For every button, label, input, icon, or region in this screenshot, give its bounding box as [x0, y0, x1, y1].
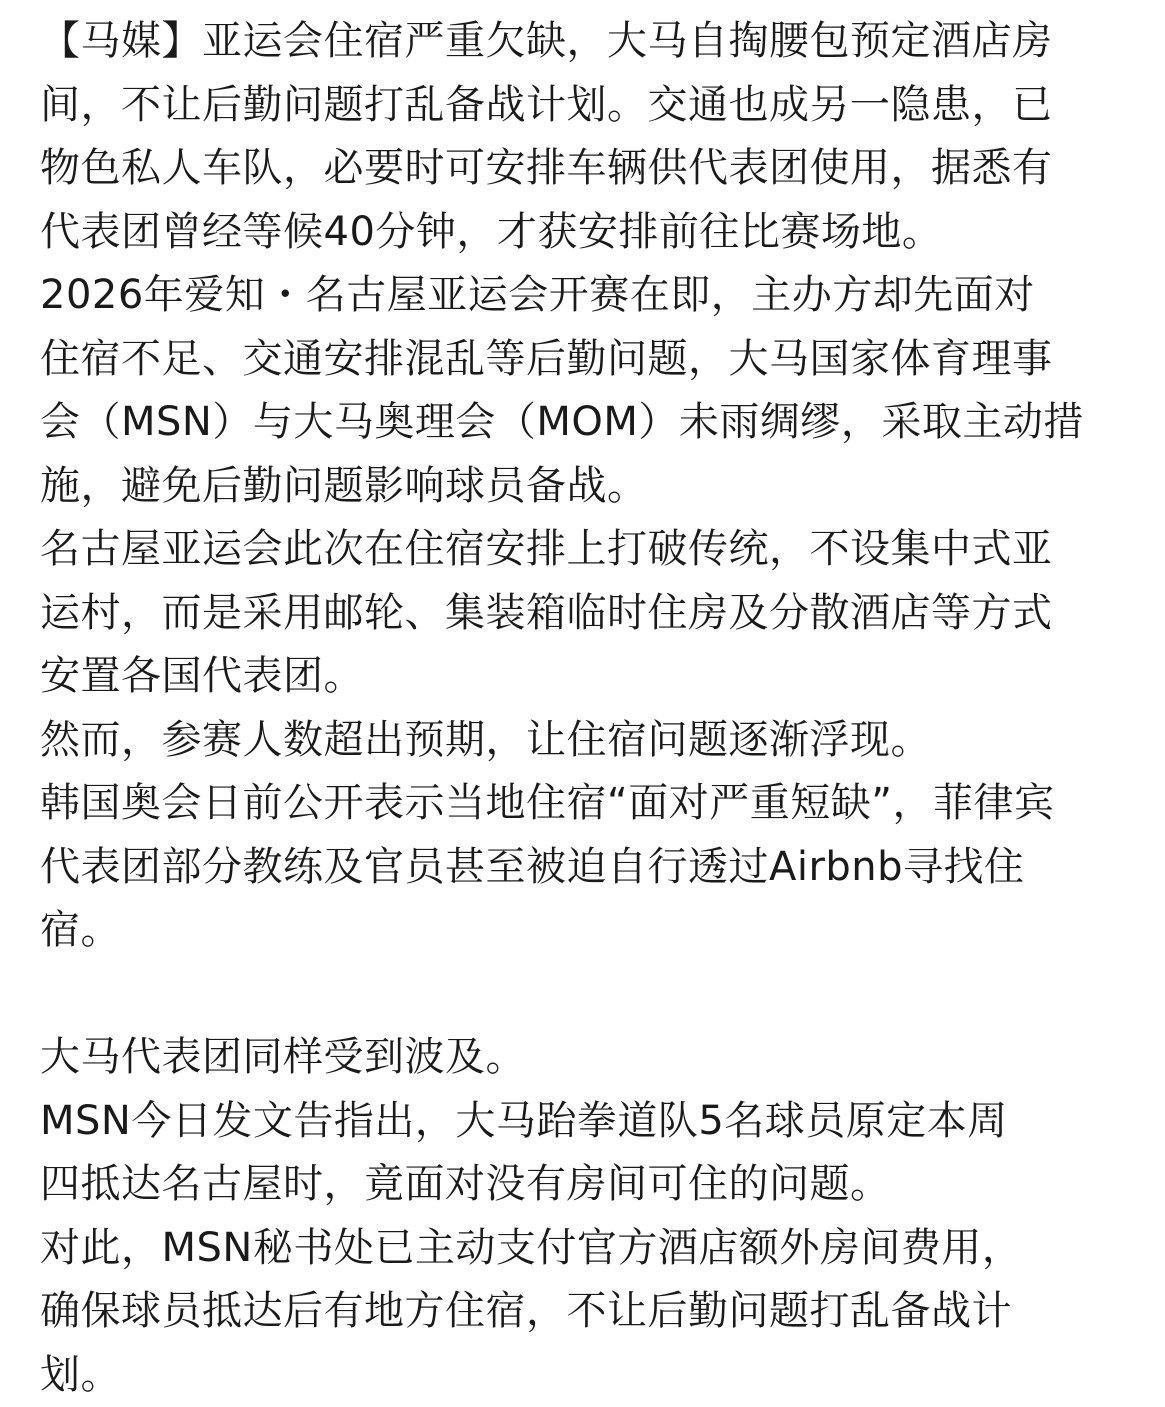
text-line: 然而，参赛人数超出预期，让住宿问题逐渐浮现。	[40, 709, 1140, 773]
text-line: 间，不让后勤问题打乱备战计划。交通也成另一隐患，已	[40, 74, 1140, 138]
paragraph-msn-action	[40, 1217, 1140, 1407]
text-line: 对此，MSN秘书处已主动支付官方酒店额外房间费用，	[40, 1217, 1140, 1281]
paragraph-intro	[40, 10, 1140, 264]
paragraph-korea-philippines	[40, 772, 1140, 963]
text-line: 运村，而是采用邮轮、集装箱临时住房及分散酒店等方式	[40, 582, 1140, 646]
text-line: 物色私人车队，必要时可安排车辆供代表团使用，据悉有	[40, 137, 1140, 201]
paragraph-malaysia-affected	[40, 1026, 1140, 1090]
text-line: 确保球员抵达后有地方住宿，不让后勤问题打乱备战计	[40, 1280, 1140, 1344]
text-line: 施，避免后勤问题影响球员备战。	[40, 455, 1140, 519]
text-line: 大马代表团同样受到波及。	[40, 1026, 1140, 1090]
text-line: MSN今日发文告指出，大马跆拳道队5名球员原定本周	[40, 1090, 1140, 1154]
text-line: 代表团曾经等候40分钟，才获安排前往比赛场地。	[40, 201, 1140, 265]
text-line: 代表团部分教练及官员甚至被迫自行透过Airbnb寻找住	[40, 836, 1140, 900]
text-line: 住宿不足、交通安排混乱等后勤问题，大马国家体育理事	[40, 328, 1140, 392]
paragraph-however	[40, 709, 1140, 773]
paragraph-accommodation-arrangement	[40, 518, 1140, 709]
paragraph-msn-statement	[40, 1090, 1140, 1217]
paragraph-games-logistics	[40, 264, 1140, 518]
article-body	[40, 10, 1140, 1407]
paragraph-gap	[40, 963, 1140, 1027]
text-line: 会（MSN）与大马奥理会（MOM）未雨绸缪，采取主动措	[40, 391, 1140, 455]
text-line: 2026年爱知・名古屋亚运会开赛在即，主办方却先面对	[40, 264, 1140, 328]
text-line: 四抵达名古屋时，竟面对没有房间可住的问题。	[40, 1153, 1140, 1217]
text-line: 名古屋亚运会此次在住宿安排上打破传统，不设集中式亚	[40, 518, 1140, 582]
text-line: 韩国奥会日前公开表示当地住宿“面对严重短缺”，菲律宾	[40, 772, 1140, 836]
text-line: 【马媒】亚运会住宿严重欠缺，大马自掏腰包预定酒店房	[40, 10, 1140, 74]
text-line: 宿。	[40, 899, 1140, 963]
text-line: 划。	[40, 1344, 1140, 1407]
text-line: 安置各国代表团。	[40, 645, 1140, 709]
